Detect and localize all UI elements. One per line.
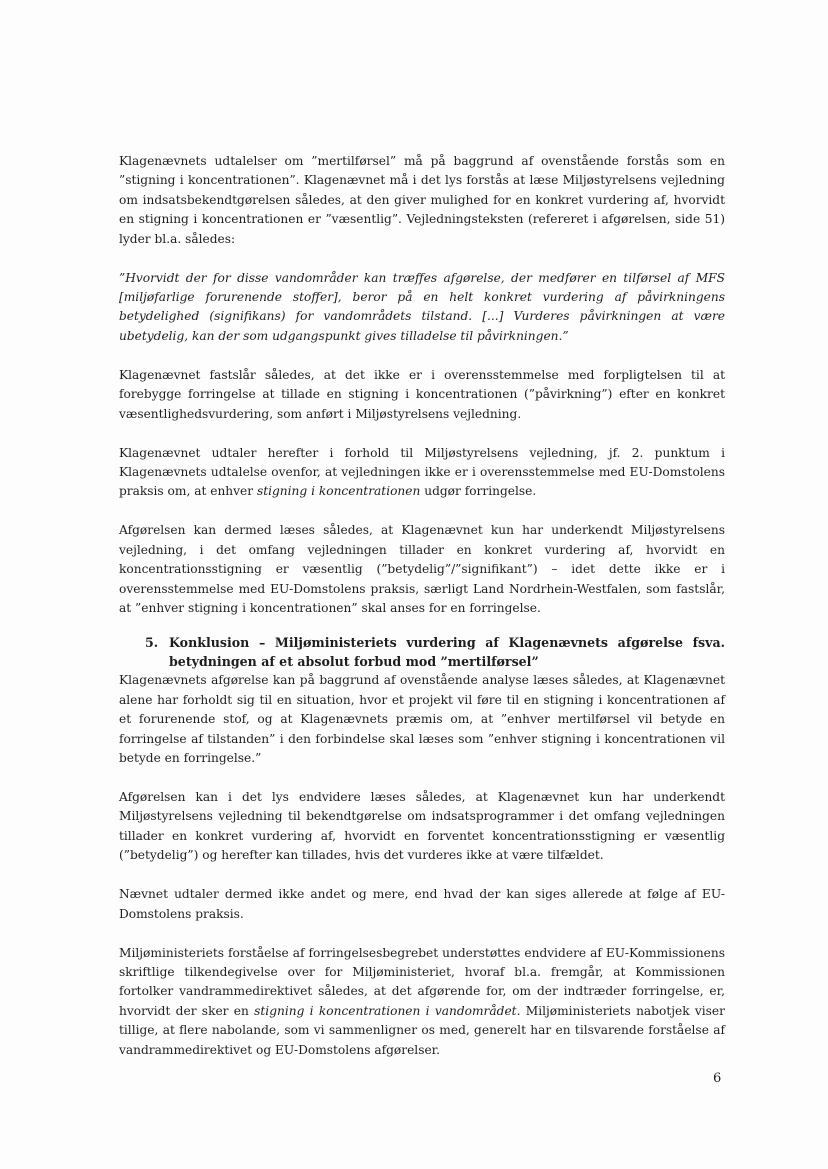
paragraph-4: Afgørelsen kan dermed læses således, at Klagenævnet kun har underkendt Miljøstyrelsens vejledning, i det omfang vejledningen tillader en konkret vurdering af, hvorvidt en koncentrationsstigning er væsentlig (”betydelig”/”signifikant”) – idet dette ikke er i overensstemmelse med EU-Domstolens praksis, særligt Land Nordrhein-Westfalen, som fastslår, at ”enhver stigning i koncentrationen” skal anses for en forringelse.: [119, 523, 725, 616]
paragraph-8-emphasis: stigning i koncentrationen i vandområdet: [254, 1003, 517, 1018]
section-heading: [119, 633, 725, 672]
paragraph-3-text-a: Klagenævnet udtaler herefter i forhold til Miljøstyrelsens vejledning, jf. 2. punktum i Klagenævnets udtalelse ovenfor, at vejledningen ikke er i overensstemmelse med EU-Domstolens praksis om, at enhver: [119, 445, 725, 499]
paragraph-7: Nævnet udtaler dermed ikke andet og mere, end hvad der kan siges allerede at følge af EU-Domstolens praksis.: [119, 887, 725, 921]
paragraph-5: Klagenævnets afgørelse kan på baggrund af ovenstående analyse læses således, at Klagenævnet alene har forholdt sig til en situation, hvor et projekt vil føre til en stigning i koncentrationen af et forurenende stof, og at Klagenævnets præmis om, at ”enhver mertilførsel vil betyde en forringelse af tilstanden” i den forbindelse skal læses som ”enhver stigning i koncentrationen vil betyde en forringelse.”: [119, 673, 725, 765]
paragraph-1: Klagenævnets udtalelser om ”mertilførsel” må på baggrund af ovenstående forstås som en ”stigning i koncentrationen”. Klagenævnet må i det lys forstås at læse Miljøstyrelsens vejledning om indsatsbekendtgørelsen således, at den giver mulighed for en konkret vurdering af, hvorvidt en stigning i koncentrationen er ”væsentlig”. Vejledningsteksten (refereret i afgørelsen, side 51) lyder bl.a. således:: [119, 154, 725, 246]
section-number: 5.: [145, 634, 159, 650]
paragraph-2: Klagenævnet fastslår således, at det ikke er i overensstemmelse med forpligtelsen til at forebygge forringelse at tillade en stigning i koncentrationen (”påvirkning”) efter en konkret væsentlighedsvurdering, som anført i Miljøstyrelsens vejledning.: [119, 367, 725, 421]
paragraph-3-emphasis: stigning i koncentrationen: [256, 484, 421, 499]
document-body: [119, 152, 725, 1060]
paragraph-3-text-b: udgør forringelse.: [420, 484, 537, 499]
guidance-quote: ”Hvorvidt der for disse vandområder kan træffes afgørelse, der medfører en tilførsel af MFS [miljøfarlige forurenende stoffer], beror på en helt konkret vurdering af påvirkningens betydelighed (signifikans) for vandområdets tilstand. [...] Vurderes påvirkningen at være ubetydelig, kan der som udgangspunkt gives tilladelse til påvirkningen.”: [119, 270, 725, 343]
paragraph-3: [119, 444, 725, 502]
paragraph-8: [119, 944, 725, 1060]
paragraph-8-text-b: . Miljøministeriets nabotjek viser tillige, at flere nabolande, som vi sammenligner os med, generelt har en tilsvarende forståelse af vandrammedirektivet og EU-Domstolens afgørelser.: [119, 1003, 725, 1057]
paragraph-6: Afgørelsen kan i det lys endvidere læses således, at Klagenævnet kun har underkendt Miljøstyrelsens vejledning til bekendtgørelse om indsatsprogrammer i det omfang vejledningen tillader en konkret vurdering af, hvorvidt en forventet koncentrationsstigning er væsentlig (”betydelig”) og herefter kan tillades, hvis det vurderes ikke at være tilfældet.: [119, 789, 725, 863]
page-number: 6: [713, 1071, 722, 1086]
section-title: Konklusion – Miljøministeriets vurdering af Klagenævnets afgørelse fsva. betydningen af et absolut forbud mod ”mertilførsel”: [169, 634, 725, 669]
paragraph-8-text-a: Miljøministeriets forståelse af forringelsesbegrebet understøttes endvidere af EU-Kommissionens skriftlige tilkendegivelse over for Miljøministeriet, hvoraf bl.a. fremgår, at Kommissionen fortolker vandrammedirektivet således, at det afgørende for, om der indtræder forringelse, er, hvorvidt der sker en: [119, 945, 725, 1018]
